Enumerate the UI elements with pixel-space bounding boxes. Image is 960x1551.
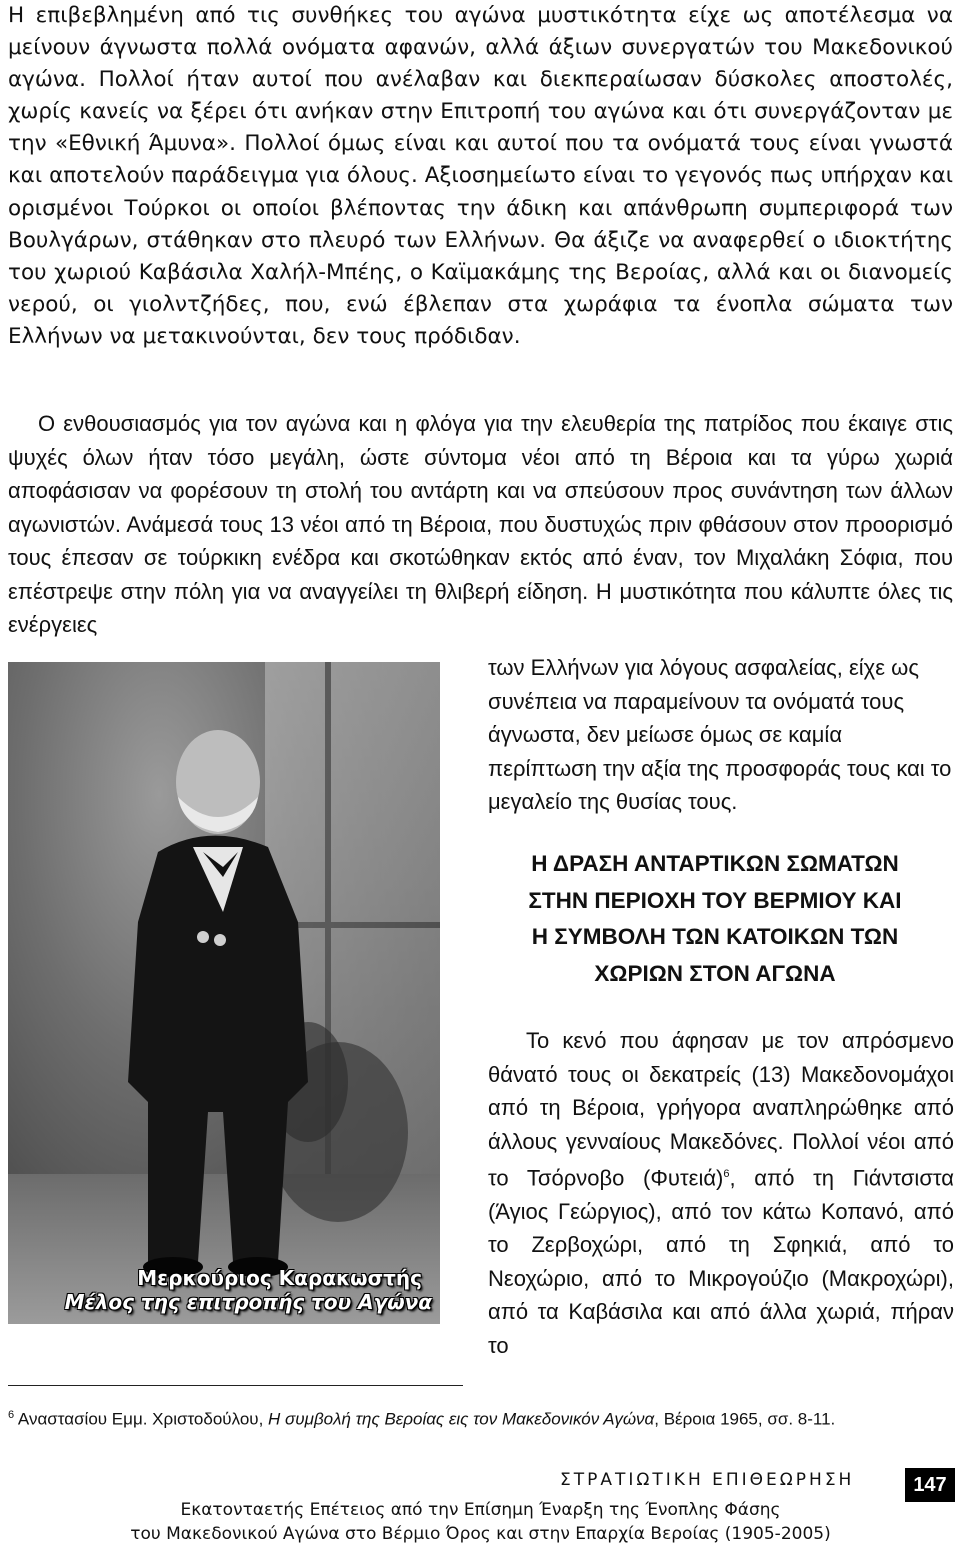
footnote-author: Αναστασίου Εμμ. Χριστοδούλου,: [14, 1409, 269, 1429]
section-heading-line: Η ΔΡΑΣΗ ΑΝΤΑΡΤΙΚΩΝ ΣΩΜΑΤΩΝ: [531, 851, 899, 876]
section-heading-line: ΣΤΗΝ ΠΕΡΙΟΧΗ ΤΟΥ ΒΕΡΜΙΟΥ ΚΑΙ: [528, 887, 902, 913]
portrait-photo: [8, 662, 440, 1324]
body-paragraph-2-continued: των Ελλήνων για λόγους ασφαλείας, είχε ως συνέπεια να παραμείνουν τα ονόματά τους άγνωστα, δεν μείωσε όμως σε καμία περίπτωση την αξία της προσφοράς τους και το μεγαλείο της θυσίας τους.: [488, 655, 952, 814]
photo-caption-name: Μερκούριος Καρακωστής: [137, 1266, 422, 1290]
page-number: 147: [905, 1468, 955, 1502]
section-heading: [480, 846, 950, 992]
journal-name: ΣΤΡΑΤΙΩΤΙΚΗ ΕΠΙΘΕΩΡΗΣΗ: [560, 1470, 855, 1490]
photo-caption-role: Μέλος της επιτροπής του Αγώνα: [64, 1290, 432, 1314]
footnote-divider: [8, 1385, 463, 1386]
footer-line-2: του Μακεδονικού Αγώνα στο Βέρμιο Όρος και στην Επαρχία Βεροίας (1905-2005): [130, 1524, 831, 1544]
section-paragraph-part-b: , από τη Γιάντσιστα (Άγιος Γεώργιος), από τον κάτω Κοπανό, από το Ζερβοχώρι, από τη Σφηκιά, από το Νεοχώριο, από το Μικρογούζιο (Μακροχώρι), από τα Καβάσιλα και από άλλα χωριά, πήραν το: [488, 1165, 955, 1358]
section-heading-line: Η ΣΥΜΒΟΛΗ ΤΩΝ ΚΑΤΟΙΚΩΝ ΤΩΝ: [531, 924, 899, 949]
footer-line-1: Εκατονταετής Επέτειος από την Επίσημη Έναρξη της Ένοπλης Φάσης: [180, 1500, 781, 1520]
footnote-reference: 6: [723, 1168, 730, 1180]
section-paragraph: [488, 1024, 954, 1362]
footnote-details: , Βέροια 1965, σσ. 8-11.: [654, 1409, 836, 1429]
body-paragraph-2: Ο ενθουσιασμός για τον αγώνα και η φλόγα για την ελευθερία της πατρίδος που έκαιγε στις ψυχές όλων ήταν τόσο μεγάλη, ώστε σύντομα νέοι από τη Βέροια και τα γύρω χωριά αποφάσισαν να φορέσουν τη στολή του αντάρτη και να σπεύσουν προς συνάντηση των άλλων αγωνιστών. Ανάμεσά τους 13 νέοι από τη Βέροια, που δυστυχώς πριν φθάσουν στον προορισμό τους έπεσαν σε τούρκικη ενέδρα και σκοτώθηκαν εκτός από έναν, τον Μιχαλάκη Σόφια, που επέστρεψε στην πόλη για να αναγγείλει τη θλιβερή είδηση. Η μυστικότητα που κάλυπτε όλες τις ενέργειες: [8, 411, 953, 637]
body-paragraph-1: Η επιβεβλημένη από τις συνθήκες του αγώνα μυστικότητα είχε ως αποτέλεσμα να μείνουν άγνωστα πολλά ονόματα αφανών, αλλά άξιων συνεργατών του Μακεδονικού αγώνα. Πολλοί ήταν αυτοί που ανέλαβαν και διεκπεραίωσαν δύσκολες αποστολές, χωρίς κανείς να ξέρει ότι ανήκαν στην Επιτροπή του αγώνα και ότι συνεργάζονταν με την «Εθνική Άμυνα». Πολλοί όμως είναι και αυτοί που τα ονόματά τους είναι γνωστά και αποτελούν παράδειγμα για όλους. Αξιοσημείωτο είναι το γεγονός πως υπήρχαν και ορισμένοι Τούρκοι οι οποίοι βλέποντας την άδικη και απάνθρωπη συμπεριφορά των Βουλγάρων, στάθηκαν στο πλευρό των Ελλήνων. Θα άξιζε να αναφερθεί ο ιδιοκτήτης του χωριού Καβάσιλα Χαλήλ-Μπέης, ο Καϊμακάμης της Βεροίας, αλλά και οι διανομείς νερού, οι γιολντζήδες, που, ενώ έβλεπαν στα χωράφια τα ένοπλα σώματα των Ελλήνων να μετακινούνται, δεν τους πρόδιδαν.: [8, 3, 953, 349]
portrait-figure: [8, 662, 440, 1324]
footnote-title: Η συμβολή της Βεροίας εις τον Μακεδονικόν Αγώνα: [268, 1409, 655, 1429]
section-heading-line: ΧΩΡΙΩΝ ΣΤΟΝ ΑΓΩΝΑ: [594, 960, 836, 986]
footnote-number: 6: [8, 1409, 15, 1421]
footnote: [8, 1403, 953, 1432]
section-paragraph-part-a: Το κενό που άφησαν με τον απρόσμενο θάνατό τους οι δεκατρείς (13) Μακεδονομάχοι από τη Βέροια, γρήγορα αναπληρώθηκε από άλλους γενναίους Μακεδόνες. Πολλοί νέοι από το Τσόρνοβο (Φυτειά): [488, 1028, 954, 1191]
